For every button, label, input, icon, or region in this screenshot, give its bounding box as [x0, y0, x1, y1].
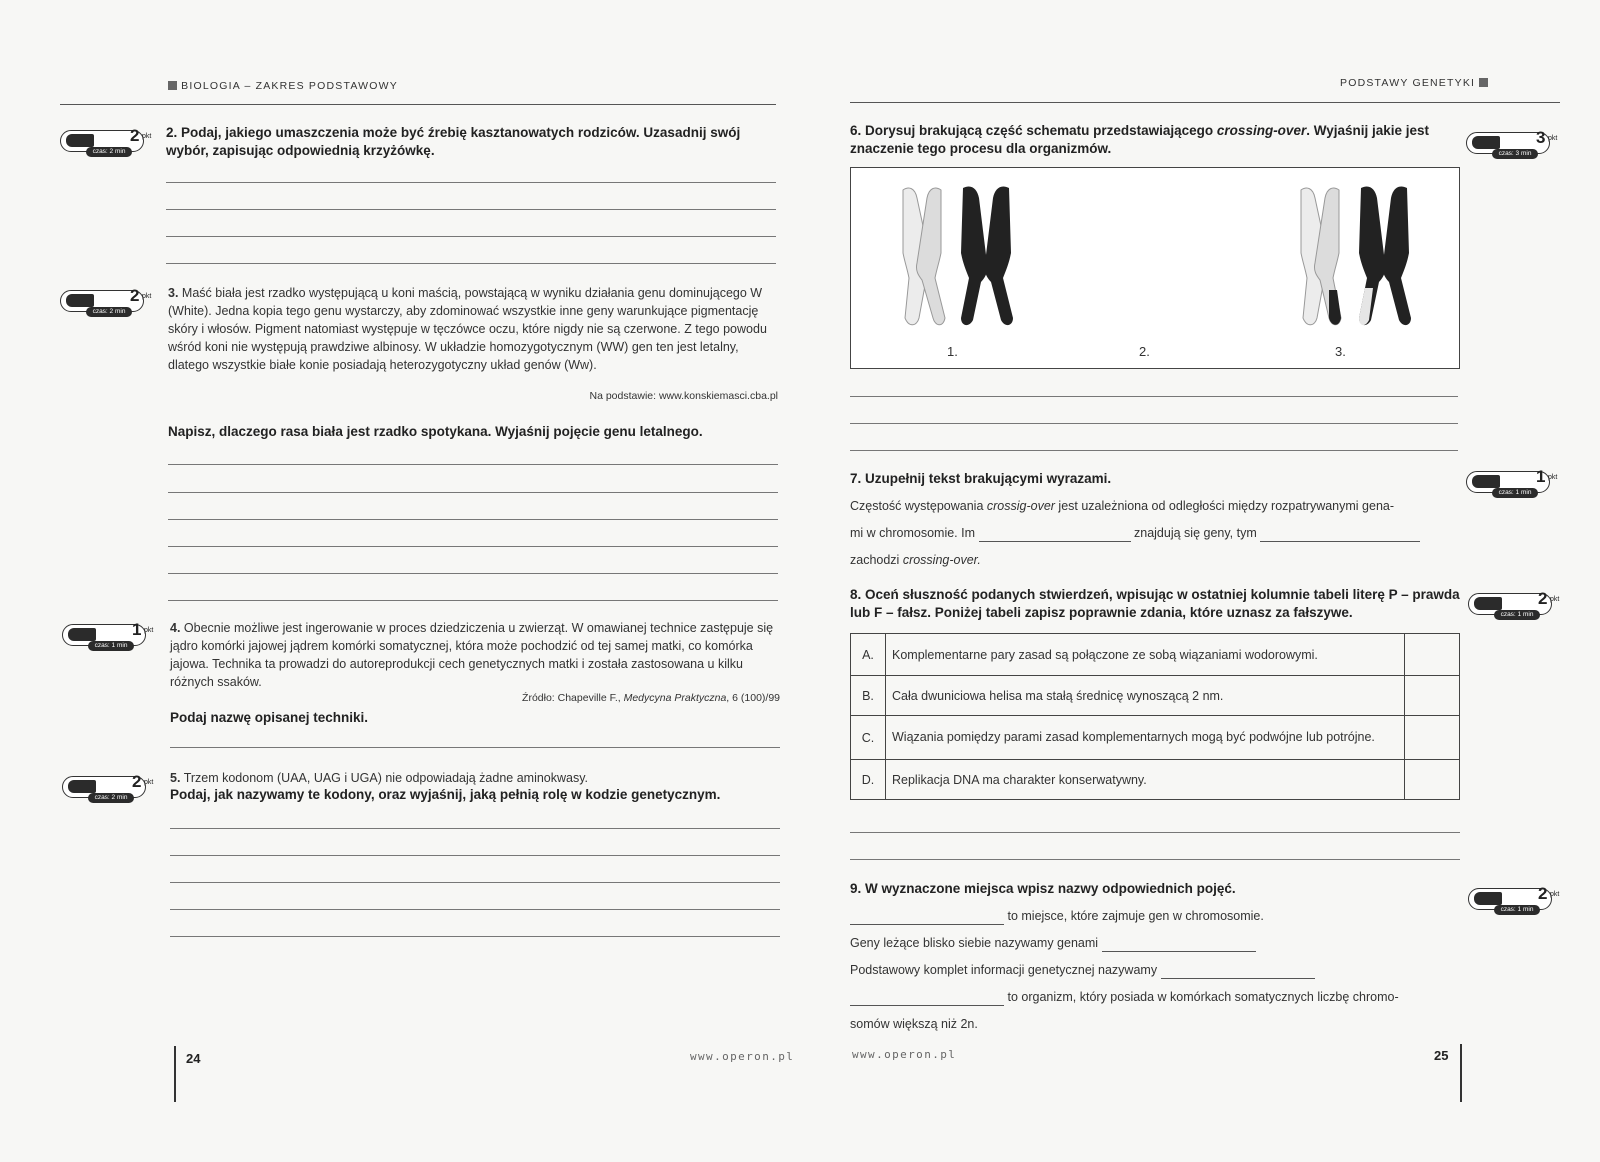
right-page [800, 0, 1600, 1162]
q9-line-5: somów większą niż 2n. [850, 1017, 978, 1031]
header-rule [60, 104, 776, 105]
q9-time: czas: 1 min [1494, 905, 1540, 915]
answer-line[interactable] [170, 747, 780, 748]
page-number-rule [1460, 1044, 1462, 1102]
header-rule [850, 102, 1560, 103]
stage-label-1: 1. [947, 344, 958, 359]
answer-cell[interactable] [1405, 634, 1460, 676]
q9-line-1: to miejsce, które zajmuje gen w chromosomie. [850, 907, 1465, 925]
right-header [1340, 77, 1488, 89]
chromosome-drawing [851, 168, 1459, 368]
right-website: www.operon.pl [852, 1048, 957, 1061]
q4-points-badge: 1 pkt czas: 1 min [62, 622, 150, 656]
q9-line-4: to organizm, który posiada w komórkach somatycznych liczbę chromo- [850, 988, 1465, 1006]
header-square-icon [1479, 78, 1488, 87]
chromosome-1-light [903, 188, 945, 325]
answer-line[interactable] [168, 492, 778, 493]
q7-line-1: Częstość występowania crossig-over jest uzależniona od odległości między rozpatrywanymi gena- [850, 499, 1395, 513]
answer-line[interactable] [850, 423, 1458, 424]
answer-cell[interactable] [1405, 676, 1460, 716]
answer-line[interactable] [168, 519, 778, 520]
q3-points-badge: 2 pkt czas: 2 min [60, 288, 148, 322]
chromosome-3-light [1301, 188, 1341, 325]
answer-line[interactable] [166, 182, 776, 183]
q6-time: czas: 3 min [1492, 149, 1538, 159]
q8-points-badge: 2 pkt czas: 1 min [1468, 591, 1556, 625]
q4-instruction: Podaj nazwę opisanej techniki. [170, 710, 369, 725]
chromosome-1-dark [961, 186, 1013, 325]
header-square-icon [168, 81, 177, 90]
q9-line-2: Geny leżące blisko siebie nazywamy genami [850, 934, 1465, 952]
q8-time: czas: 1 min [1494, 610, 1540, 620]
answer-line[interactable] [170, 909, 780, 910]
table-row: A. Komplementarne pary zasad są połączone ze sobą wiązaniami wodorowymi. [851, 634, 1460, 676]
q7-time: czas: 1 min [1492, 488, 1538, 498]
table-row: B. Cała dwuniciowa helisa ma stałą średnicę wynoszącą 2 nm. [851, 676, 1460, 716]
q9-points-badge: 2 pkt czas: 1 min [1468, 886, 1556, 920]
answer-line[interactable] [166, 263, 776, 264]
q7-points-badge: 1 pkt czas: 1 min [1466, 469, 1554, 503]
answer-cell[interactable] [1405, 716, 1460, 760]
q8-title: 8. Oceń słuszność podanych stwierdzeń, wpisując w ostatniej kolumnie tabeli literę P – prawda lub F – fałsz. Poniżej tabeli zapisz poprawnie zdania, które uznasz za fałszywe. [850, 587, 1460, 620]
q9-title: 9. W wyznaczone miejsca wpisz nazwy odpowiednich pojęć. [850, 881, 1236, 896]
q7-line-2: mi w chromosomie. Im znajdują się geny, tym [850, 524, 1465, 542]
answer-line[interactable] [168, 600, 778, 601]
q7-title: 7. Uzupełnij tekst brakującymi wyrazami. [850, 471, 1112, 486]
answer-line[interactable] [850, 859, 1460, 860]
right-header-title: PODSTAWY GENETYKI [1340, 77, 1476, 89]
answer-line[interactable] [168, 464, 778, 465]
left-page-number: 24 [186, 1051, 201, 1066]
answer-cell[interactable] [1405, 760, 1460, 800]
blank-field[interactable] [850, 1005, 1004, 1006]
blank-field[interactable] [850, 924, 1004, 925]
right-page-number: 25 [1434, 1048, 1449, 1063]
answer-line[interactable] [170, 882, 780, 883]
q3-source: Na podstawie: www.konskiemasci.cba.pl [589, 390, 778, 402]
q2-time: czas: 2 min [86, 147, 132, 157]
q9-line-3: Podstawowy komplet informacji genetycznej nazywamy [850, 961, 1465, 979]
table-row: C. Wiązania pomiędzy parami zasad komplementarnych mogą być podwójne lub potrójne. [851, 716, 1460, 760]
stage-label-3: 3. [1335, 344, 1346, 359]
blank-field[interactable] [979, 541, 1131, 542]
page-number-rule [174, 1046, 176, 1102]
answer-line[interactable] [166, 236, 776, 237]
q6-points-badge: 3 pkt czas: 3 min [1466, 130, 1554, 164]
table-row: D. Replikacja DNA ma charakter konserwatywny. [851, 760, 1460, 800]
q2-points-badge: 2 pkt czas: 2 min [60, 128, 148, 162]
answer-line[interactable] [166, 209, 776, 210]
chromosome-3-dark [1359, 186, 1411, 325]
q3-time: czas: 2 min [86, 307, 132, 317]
stage-label-2: 2. [1139, 344, 1150, 359]
q5-points-badge: 2 pkt czas: 2 min [62, 774, 150, 808]
answer-line[interactable] [850, 832, 1460, 833]
answer-line[interactable] [168, 546, 778, 547]
q3-text: 3. Maść biała jest rzadko występującą u koni maścią, powstającą w wyniku działania genu dominującego W (White). Jedna kopia tego genu wystarczy, aby zdominować wszystkie inne geny warunkujące pigmentację skóry i włosów. Pigment natomiast występuje w tęczówce oczu, które nigdy nie są czerwone. Z tego powodu wśród koni nie występują prawdziwe albinosy. W układzie homozygotycznym (WW) gen ten jest letalny, dlatego wszystkie białe konie posiadają heterozygotyczny układ genów (Ww). [168, 286, 767, 372]
q5-instruction: Podaj, jak nazywamy te kodony, oraz wyjaśnij, jaką pełnią rolę w kodzie genetycznym. [170, 787, 721, 802]
q3-instruction: Napisz, dlaczego rasa biała jest rzadko spotykana. Wyjaśnij pojęcie genu letalnego. [168, 424, 703, 439]
q4-text: 4. Obecnie możliwe jest ingerowanie w proces dziedziczenia u zwierząt. W omawianej technice zastępuje się jądro komórki jajowej jądrem komórki somatycznej, która może pochodzić od tej samej matki, co komórka jajowa. Technika ta prowadzi do autoreprodukcji cech genetycznych matki i została zastosowana u kilku różnych ssaków. [170, 621, 774, 689]
q7-line-3: zachodzi crossing-over. [850, 553, 981, 567]
answer-line[interactable] [170, 855, 780, 856]
q5-text: 5. Trzem kodonom (UAA, UAG i UGA) nie odpowiadają żadne aminokwasy. [170, 771, 589, 785]
answer-line[interactable] [170, 828, 780, 829]
answer-line[interactable] [850, 396, 1458, 397]
answer-line[interactable] [850, 450, 1458, 451]
q4-time: czas: 1 min [88, 641, 134, 651]
answer-line[interactable] [168, 573, 778, 574]
q6-question: 6. Dorysuj brakującą część schematu przedstawiającego crossing-over. Wyjaśnij jakie jest znaczenie tego procesu dla organizmów. [850, 123, 1430, 156]
answer-line[interactable] [170, 936, 780, 937]
blank-field[interactable] [1161, 978, 1315, 979]
q2-question: 2. Podaj, jakiego umaszczenia może być źrebię kasztanowatych rodziców. Uzasadnij swój wybór, zapisując odpowiednią krzyżówkę. [166, 125, 741, 158]
left-header [168, 80, 398, 92]
left-header-title: BIOLOGIA – ZAKRES PODSTAWOWY [181, 80, 398, 92]
true-false-table [850, 633, 1460, 800]
blank-field[interactable] [1260, 541, 1420, 542]
q4-source: Źródło: Chapeville F., Medycyna Praktyczna, 6 (100)/99 [522, 692, 780, 704]
blank-field[interactable] [1102, 951, 1256, 952]
left-website: www.operon.pl [690, 1050, 795, 1063]
q5-time: czas: 2 min [88, 793, 134, 803]
crossing-over-diagram [850, 167, 1460, 369]
